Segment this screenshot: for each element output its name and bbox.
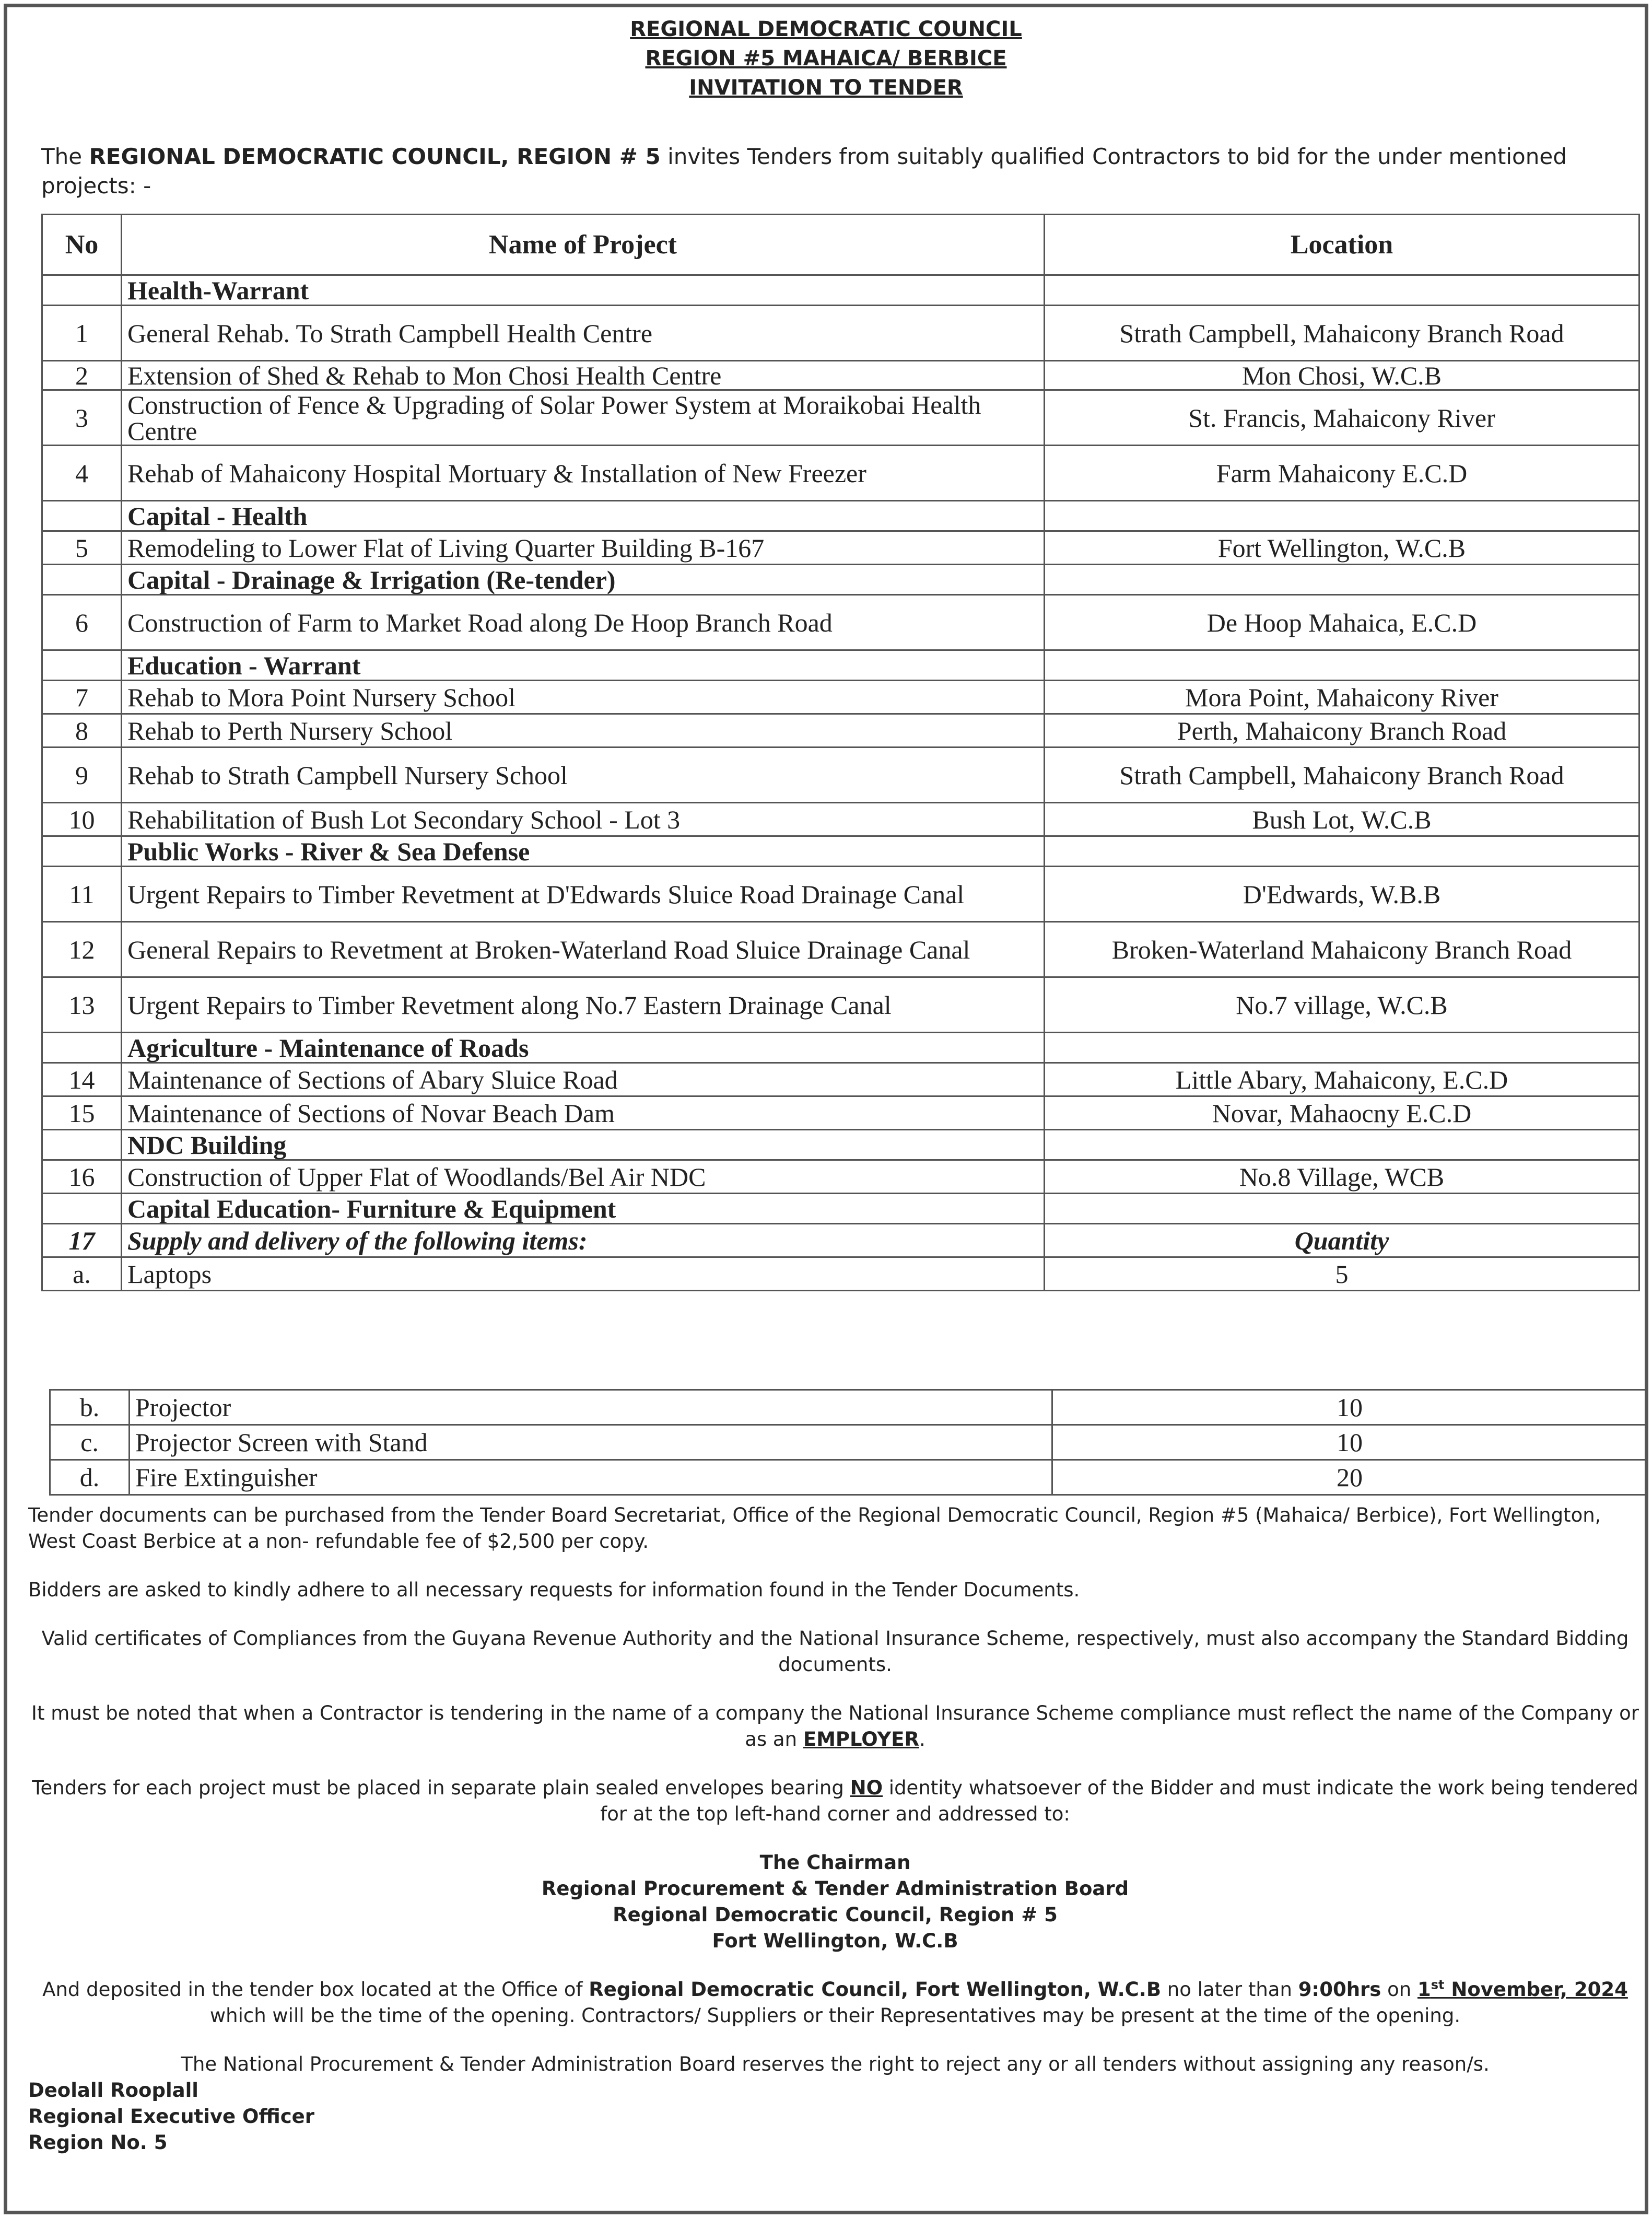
project-name: Extension of Shed & Rehab to Mon Chosi Health Centre (122, 361, 1045, 390)
project-name: Maintenance of Sections of Novar Beach Dam (122, 1096, 1045, 1130)
project-name: Capital - Drainage & Irrigation (Re-tender) (122, 565, 1045, 595)
row-number: 8 (42, 714, 122, 748)
row-number (42, 565, 122, 595)
row-number: 2 (42, 361, 122, 390)
header-line-2: REGION #5 MAHAICA/ BERBICE (645, 46, 1007, 71)
table-row (42, 1063, 1639, 1096)
row-number: 1 (42, 306, 122, 361)
row-number: 12 (42, 922, 122, 977)
table-row (42, 361, 1639, 390)
project-name: Construction of Farm to Market Road along De Hoop Branch Road (122, 595, 1045, 650)
project-location: Little Abary, Mahaicony, E.C.D (1045, 1063, 1639, 1096)
deposit-text-b: no later than (1161, 1978, 1298, 2001)
project-name: NDC Building (122, 1130, 1045, 1160)
item-name: Projector Screen with Stand (130, 1425, 1052, 1460)
table-row (42, 1257, 1639, 1291)
address-line-4: Fort Wellington, W.C.B (712, 1930, 958, 1952)
table-row (42, 1096, 1639, 1130)
table-row (42, 867, 1639, 922)
certificates-paragraph: Valid certificates of Compliances from the Guyana Revenue Authority and the National Insurance Scheme, respectively, must also accompany the Standard Bidding documents. (41, 1627, 1629, 1676)
project-location: Mon Chosi, W.C.B (1045, 361, 1639, 390)
category-row (42, 650, 1639, 681)
intro-suffix: invites Tenders from suitably qualified Contractors to bid for the under mentioned projects: - (41, 144, 1567, 199)
project-name: Public Works - River & Sea Defense (122, 836, 1045, 867)
project-name: Rehab to Perth Nursery School (122, 714, 1045, 748)
project-location: No.8 Village, WCB (1045, 1160, 1639, 1194)
deposit-paragraph (28, 1977, 1642, 2029)
envelopes-paragraph (28, 1775, 1642, 1827)
deposit-text-d: which will be the time of the opening. Contractors/ Suppliers or their Representatives may be present at the time of the opening. (209, 2004, 1461, 2027)
table-row (42, 531, 1639, 565)
table-header-row (42, 215, 1639, 275)
address-line-3: Regional Democratic Council, Region # 5 (613, 1904, 1058, 1926)
header-project-name: Name of Project (122, 215, 1045, 275)
project-name: Urgent Repairs to Timber Revetment at D'Edwards Sluice Road Drainage Canal (122, 867, 1045, 922)
nis-text-b: . (919, 1728, 925, 1750)
project-location: Perth, Mahaicony Branch Road (1045, 714, 1639, 748)
row-number (42, 1130, 122, 1160)
item-name: Fire Extinguisher (130, 1460, 1052, 1495)
row-number: 7 (42, 681, 122, 714)
deposit-text-c: on (1381, 1978, 1417, 2001)
project-location: St. Francis, Mahaicony River (1045, 390, 1639, 446)
table-row (42, 803, 1639, 836)
table-row (42, 1160, 1639, 1194)
row-number (42, 1194, 122, 1224)
purchase-paragraph: Tender documents can be purchased from the Tender Board Secretariat, Office of the Regional Democratic Council, Region #5 (Mahaica/ Berbice), Fort Wellington, West Coast Berbice at a non- refundable fee of $2,500 per copy. (28, 1504, 1601, 1552)
table-row (42, 306, 1639, 361)
row-number: 11 (42, 867, 122, 922)
row-number: 3 (42, 390, 122, 446)
reserves-right-paragraph: The National Procurement & Tender Administration Board reserves the right to reject any or all tenders without assigning any reason/s. (181, 2053, 1490, 2075)
row-number (42, 1033, 122, 1063)
project-name: Rehabilitation of Bush Lot Secondary School - Lot 3 (122, 803, 1045, 836)
row-number: 17 (42, 1224, 122, 1257)
header-line-1: REGIONAL DEMOCRATIC COUNCIL (630, 17, 1022, 41)
row-number: 9 (42, 748, 122, 803)
category-row (42, 1194, 1639, 1224)
project-location (1045, 836, 1639, 867)
table-row (50, 1390, 1647, 1425)
deposit-office: Regional Democratic Council, Fort Wellington, W.C.B (589, 1978, 1162, 2001)
deposit-date-suffix: st (1431, 1977, 1445, 1992)
item-quantity: 20 (1052, 1460, 1647, 1495)
supply-row (42, 1224, 1639, 1257)
table-row (42, 714, 1639, 748)
project-name: General Repairs to Revetment at Broken-Waterland Road Sluice Drainage Canal (122, 922, 1045, 977)
table-row (42, 748, 1639, 803)
table-row (50, 1425, 1647, 1460)
category-row (42, 836, 1639, 867)
project-location: Bush Lot, W.C.B (1045, 803, 1639, 836)
project-location: 5 (1045, 1257, 1639, 1291)
project-name: Rehab to Mora Point Nursery School (122, 681, 1045, 714)
category-row (42, 565, 1639, 595)
intro-prefix: The (41, 144, 89, 169)
project-name: Supply and delivery of the following items: (122, 1224, 1045, 1257)
row-number: 6 (42, 595, 122, 650)
project-location: No.7 village, W.C.B (1045, 977, 1639, 1033)
notice-header (7, 15, 1645, 102)
row-number: 5 (42, 531, 122, 565)
item-name: Projector (130, 1390, 1052, 1425)
project-name: Capital - Health (122, 501, 1045, 531)
row-number: 10 (42, 803, 122, 836)
deposit-date-rest: November, 2024 (1444, 1978, 1628, 2001)
deposit-date (1417, 1978, 1628, 2001)
item-letter: c. (50, 1425, 130, 1460)
item-quantity: 10 (1052, 1390, 1647, 1425)
table-row (42, 681, 1639, 714)
projects-table (41, 214, 1640, 1291)
envelopes-text-b: identity whatsoever of the Bidder and must indicate the work being tendered for at the top left-hand corner and addressed to: (600, 1777, 1638, 1825)
table-row (42, 446, 1639, 501)
project-location: Quantity (1045, 1224, 1639, 1257)
project-name: Education - Warrant (122, 650, 1045, 681)
project-location (1045, 565, 1639, 595)
envelopes-text-a: Tenders for each project must be placed in separate plain sealed envelopes bearing (32, 1777, 850, 1799)
notice-body (28, 1502, 1642, 2156)
category-row (42, 1033, 1639, 1063)
item-letter: d. (50, 1460, 130, 1495)
project-location (1045, 1194, 1639, 1224)
signatory-name: Deolall Rooplall (28, 2079, 198, 2102)
row-number (42, 836, 122, 867)
intro-bold: REGIONAL DEMOCRATIC COUNCIL, REGION # 5 (89, 144, 661, 169)
project-name: Capital Education- Furniture & Equipment (122, 1194, 1045, 1224)
row-number: 15 (42, 1096, 122, 1130)
address-line-1: The Chairman (759, 1851, 911, 1874)
project-name: Agriculture - Maintenance of Roads (122, 1033, 1045, 1063)
category-row (42, 501, 1639, 531)
row-number (42, 501, 122, 531)
deposit-date-day: 1 (1417, 1978, 1431, 2001)
project-location (1045, 275, 1639, 306)
project-name: Rehab to Strath Campbell Nursery School (122, 748, 1045, 803)
table-row (42, 977, 1639, 1033)
row-number: a. (42, 1257, 122, 1291)
project-name: Rehab of Mahaicony Hospital Mortuary & Installation of New Freezer (122, 446, 1045, 501)
project-location (1045, 650, 1639, 681)
tender-notice-page (4, 4, 1648, 2214)
row-number (42, 650, 122, 681)
project-location: D'Edwards, W.B.B (1045, 867, 1639, 922)
row-number: 4 (42, 446, 122, 501)
items-table-continued (49, 1389, 1648, 1496)
project-name: Urgent Repairs to Timber Revetment along No.7 Eastern Drainage Canal (122, 977, 1045, 1033)
row-number: 13 (42, 977, 122, 1033)
item-letter: b. (50, 1390, 130, 1425)
row-number: 14 (42, 1063, 122, 1096)
intro-paragraph (41, 142, 1619, 201)
project-location: Strath Campbell, Mahaicony Branch Road (1045, 748, 1639, 803)
address-line-2: Regional Procurement & Tender Administration Board (541, 1877, 1129, 1900)
project-location: Broken-Waterland Mahaicony Branch Road (1045, 922, 1639, 977)
project-location: Farm Mahaicony E.C.D (1045, 446, 1639, 501)
address-block (28, 1850, 1642, 1954)
item-quantity: 10 (1052, 1425, 1647, 1460)
project-location: Mora Point, Mahaicony River (1045, 681, 1639, 714)
signatory-title: Regional Executive Officer (28, 2105, 315, 2128)
project-location: Strath Campbell, Mahaicony Branch Road (1045, 306, 1639, 361)
category-row (42, 1130, 1639, 1160)
adhere-paragraph: Bidders are asked to kindly adhere to all necessary requests for information found in the Tender Documents. (28, 1579, 1080, 1601)
table-row (50, 1460, 1647, 1495)
project-location (1045, 1033, 1639, 1063)
project-name: Construction of Upper Flat of Woodlands/Bel Air NDC (122, 1160, 1045, 1194)
header-no: No (42, 215, 122, 275)
project-location: Fort Wellington, W.C.B (1045, 531, 1639, 565)
project-name: General Rehab. To Strath Campbell Health Centre (122, 306, 1045, 361)
nis-text-a: It must be noted that when a Contractor is tendering in the name of a company the National Insurance Scheme compliance must reflect the name of the Company or as an (31, 1702, 1639, 1750)
nis-paragraph (28, 1700, 1642, 1753)
row-number: 16 (42, 1160, 122, 1194)
project-location (1045, 501, 1639, 531)
header-line-3: INVITATION TO TENDER (689, 76, 963, 100)
deposit-text-a: And deposited in the tender box located at the Office of (42, 1978, 589, 2001)
project-name: Remodeling to Lower Flat of Living Quarter Building B-167 (122, 531, 1045, 565)
deposit-time: 9:00hrs (1298, 1978, 1381, 2001)
project-name: Construction of Fence & Upgrading of Solar Power System at Moraikobai Health Centre (122, 390, 1045, 446)
project-location: Novar, Mahaocny E.C.D (1045, 1096, 1639, 1130)
employer-word: EMPLOYER (803, 1728, 919, 1750)
row-number (42, 275, 122, 306)
project-name: Laptops (122, 1257, 1045, 1291)
table-row (42, 922, 1639, 977)
table-row (42, 595, 1639, 650)
category-row (42, 275, 1639, 306)
project-name: Health-Warrant (122, 275, 1045, 306)
project-name: Maintenance of Sections of Abary Sluice Road (122, 1063, 1045, 1096)
table-row (42, 390, 1639, 446)
header-location: Location (1045, 215, 1639, 275)
project-location (1045, 1130, 1639, 1160)
signature-block (28, 2077, 1642, 2156)
signatory-region: Region No. 5 (28, 2131, 168, 2154)
no-word: NO (850, 1777, 883, 1799)
project-location: De Hoop Mahaica, E.C.D (1045, 595, 1639, 650)
